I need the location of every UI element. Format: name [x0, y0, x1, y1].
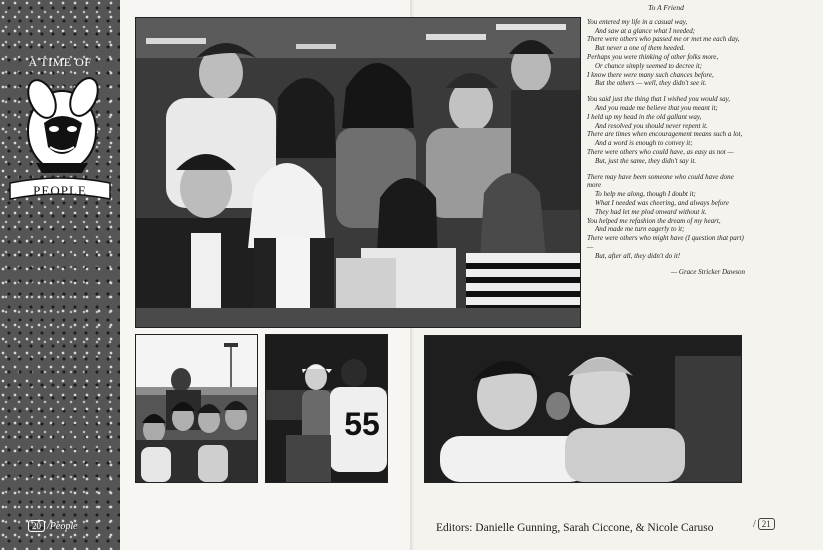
people-banner	[8, 175, 112, 203]
poem-line: And a word is enough to convey it;	[595, 139, 693, 148]
poem-line: But, just the same, they didn't say it.	[595, 156, 697, 165]
left-section-label: /People	[47, 520, 78, 532]
poem-line: But, after all, they didn't do it!	[595, 251, 681, 260]
poem-line: There are times when encouragement means such a lot,	[587, 130, 743, 139]
section-title-word: PEOPLE	[33, 183, 87, 198]
group-photo	[135, 17, 581, 328]
poem-line: You entered my life in a casual way,	[587, 17, 688, 26]
right-page-folio	[753, 518, 775, 530]
poem-line: But never a one of them heeded.	[595, 44, 685, 53]
poem-line: What I needed was cheering, and always before	[595, 198, 729, 207]
poem-line: There may have been someone who could have done more	[587, 172, 734, 190]
football-player-photo	[265, 334, 388, 483]
section-title-prefix: A TIME OF	[28, 55, 92, 69]
poem-line: They had let me plod onward without it.	[595, 207, 707, 216]
poem-line: You helped me refashion the dream of my heart,	[587, 216, 721, 225]
stadium-girls-photo	[135, 334, 258, 483]
poem-stanza	[587, 95, 745, 165]
two-boys-photo	[424, 335, 742, 483]
poem-line: To help me along, though I doubt it;	[595, 190, 696, 199]
poem-line: You said just the thing that I wished you would say,	[587, 95, 731, 104]
poem	[587, 4, 745, 334]
poem-line: And resolved you should never repent it.	[595, 121, 708, 130]
two-boys-photo-image	[425, 336, 741, 482]
stadium-girls-photo-image	[136, 335, 257, 482]
folio-slash: /	[753, 518, 756, 530]
group-photo-image	[136, 18, 580, 327]
hornet-mascot-icon	[16, 73, 108, 183]
poem-title: To A Friend	[648, 3, 684, 12]
poem-line: Perhaps you were thinking of other folks more,	[587, 52, 719, 61]
right-page-number: 21	[758, 518, 775, 530]
left-page-folio	[28, 520, 78, 532]
section-title	[4, 55, 116, 215]
poem-line: I know there were many such chances before,	[587, 70, 714, 79]
poem-line: There were others who passed me or met me each day,	[587, 35, 740, 44]
poem-line: And saw at a glance what I needed;	[595, 26, 696, 35]
poem-stanza	[587, 18, 745, 88]
poem-body	[587, 18, 745, 261]
poem-stanza	[587, 173, 745, 261]
poem-line: There were others who could have, as easy as not —	[587, 147, 734, 156]
editors-credit: Editors: Danielle Gunning, Sarah Ciccone, & Nicole Caruso	[436, 522, 714, 534]
poem-line: Or chance simply seemed to decree it;	[595, 61, 703, 70]
football-player-photo-image	[266, 335, 387, 482]
jersey-number: 55	[344, 406, 380, 442]
left-page-number: 20	[28, 520, 45, 532]
poem-line: But the others — well, they didn't see it.	[595, 79, 707, 88]
poem-line: I held up my head in the old gallant way,	[587, 112, 702, 121]
poem-line: There were others who might have (I question that part) —	[587, 234, 744, 251]
poem-line: And you made me believe that you meant it;	[595, 103, 718, 112]
poem-line: And made me turn eagerly to it;	[595, 225, 685, 234]
poem-author: — Grace Stricker Dawson	[670, 267, 745, 276]
